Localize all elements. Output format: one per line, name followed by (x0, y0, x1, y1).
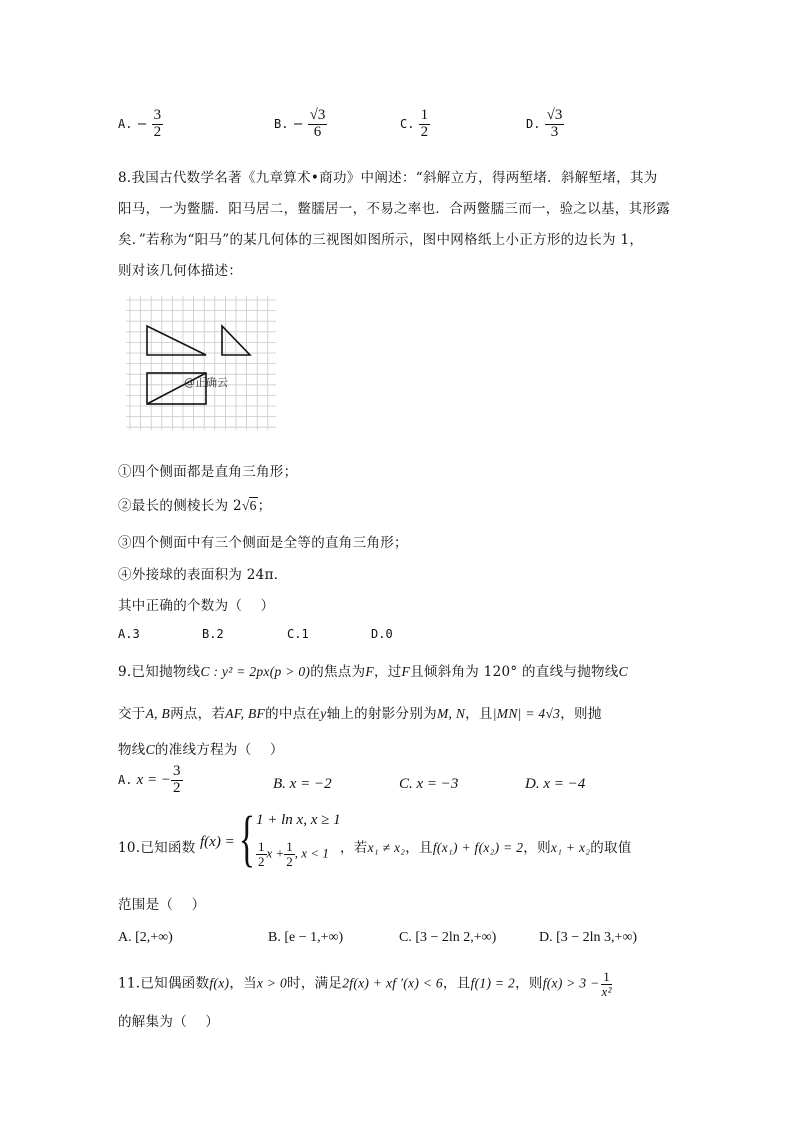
q10-option-c: C. [3 − 2ln 2,+∞) (399, 930, 497, 945)
q7-option-a (118, 108, 163, 141)
q10-option-b: B. [e − 1,+∞) (268, 930, 344, 945)
q8-line-3: 矣．”若称为“阳马”的某几何体的三视图如图所示，图中网格纸上小正方形的边长为 1， (118, 232, 644, 248)
q9-option-a: A. x = − $\frac{3}{2}$ (118, 763, 181, 796)
q8-option-a: A.3 (118, 627, 140, 641)
q8-statement-2: ②最长的侧棱长为 2√6； (118, 498, 272, 514)
q8-question: 其中正确的个数为（ ） (118, 598, 275, 614)
option-fraction: $\frac{√3}{3}$ (546, 107, 563, 140)
q9-line-2: 交于A, B两点，若AF, BF的中点在y轴上的射影分别为M, N，且|MN| = 4√3，则抛 (118, 706, 602, 722)
q10-case-2: $\frac{1}{2}$ x + $\frac{1}{2}$ , x < 1 (258, 839, 329, 869)
q8-line-1: 8.我国古代数学名著《九章算术•商功》中阐述：“斜解立方，得两堑堵．斜解堑堵，其为 (118, 170, 658, 186)
q10-option-a: A. [2,+∞) (118, 930, 173, 945)
option-sign: − (292, 116, 304, 132)
q8-statement-3: ③四个侧面中有三个侧面是全等的直角三角形； (118, 535, 408, 551)
q8-line-4: 则对该几何体描述： (118, 263, 243, 279)
option-sign: − (136, 116, 148, 132)
option-label: C. (400, 116, 415, 131)
option-fraction: $\frac{1}{2}$ (420, 107, 429, 140)
grid-lines (126, 296, 276, 430)
q8-option-b: B.2 (202, 627, 224, 641)
front-view-triangle (147, 326, 206, 355)
q8-statement-4: ④外接球的表面积为 24π． (118, 567, 288, 583)
q8-statement-1: ①四个侧面都是直角三角形； (118, 464, 298, 480)
q9-option-d: D. x = −4 (525, 776, 586, 792)
q10-fx: f(x) = (200, 834, 235, 850)
q10-conditions: ，若x₁ ≠ x₂，且f(x₁) + f(x₂) = 2，则x₁ + x₂的取值 (340, 840, 632, 856)
q7-option-d (526, 108, 564, 141)
option-label: A. (118, 116, 133, 131)
watermark: @正确云 (184, 376, 228, 389)
q8-option-c: C.1 (287, 627, 309, 641)
q7-option-b (274, 108, 327, 141)
option-label: B. (274, 116, 289, 131)
q10-case-1: 1 + ln x, x ≥ 1 (256, 812, 341, 828)
option-fraction: $\frac{3}{2}$ (153, 107, 162, 140)
q10-prefix: 10.已知函数 (118, 840, 196, 856)
q10-option-d: D. [3 − 2ln 3,+∞) (539, 930, 638, 945)
piecewise-brace: { (238, 805, 256, 873)
q9-option-c: C. x = −3 (399, 776, 459, 792)
q8-option-d: D.0 (371, 627, 393, 641)
q9-line-1: 9.已知抛物线C : y² = 2px(p > 0)的焦点为F，过F且倾斜角为 120° 的直线与抛物线C (118, 664, 628, 680)
q9-option-b: B. x = −2 (273, 776, 332, 792)
q7-option-c (400, 108, 430, 141)
q11-line-2: 的解集为（ ） (118, 1014, 220, 1030)
option-label: D. (526, 116, 541, 131)
q11-line-1: 11.已知偶函数f(x)，当x > 0时，满足2f(x) + xf ′(x) < 6，且f(1) = 2，则f(x) > 3 − $\frac{1}{\text{x²}}$ (118, 969, 612, 999)
option-fraction: $\frac{√3}{6}$ (309, 107, 326, 140)
three-view-figure (126, 296, 276, 430)
q8-line-2: 阳马，一为鳖臑．阳马居二，鳖臑居一，不易之率也．合两鳖臑三而一，验之以基，其形露 (118, 201, 670, 217)
q10-line-2: 范围是（ ） (118, 897, 206, 913)
q9-line-3: 物线C的准线方程为（ ） (118, 742, 284, 758)
